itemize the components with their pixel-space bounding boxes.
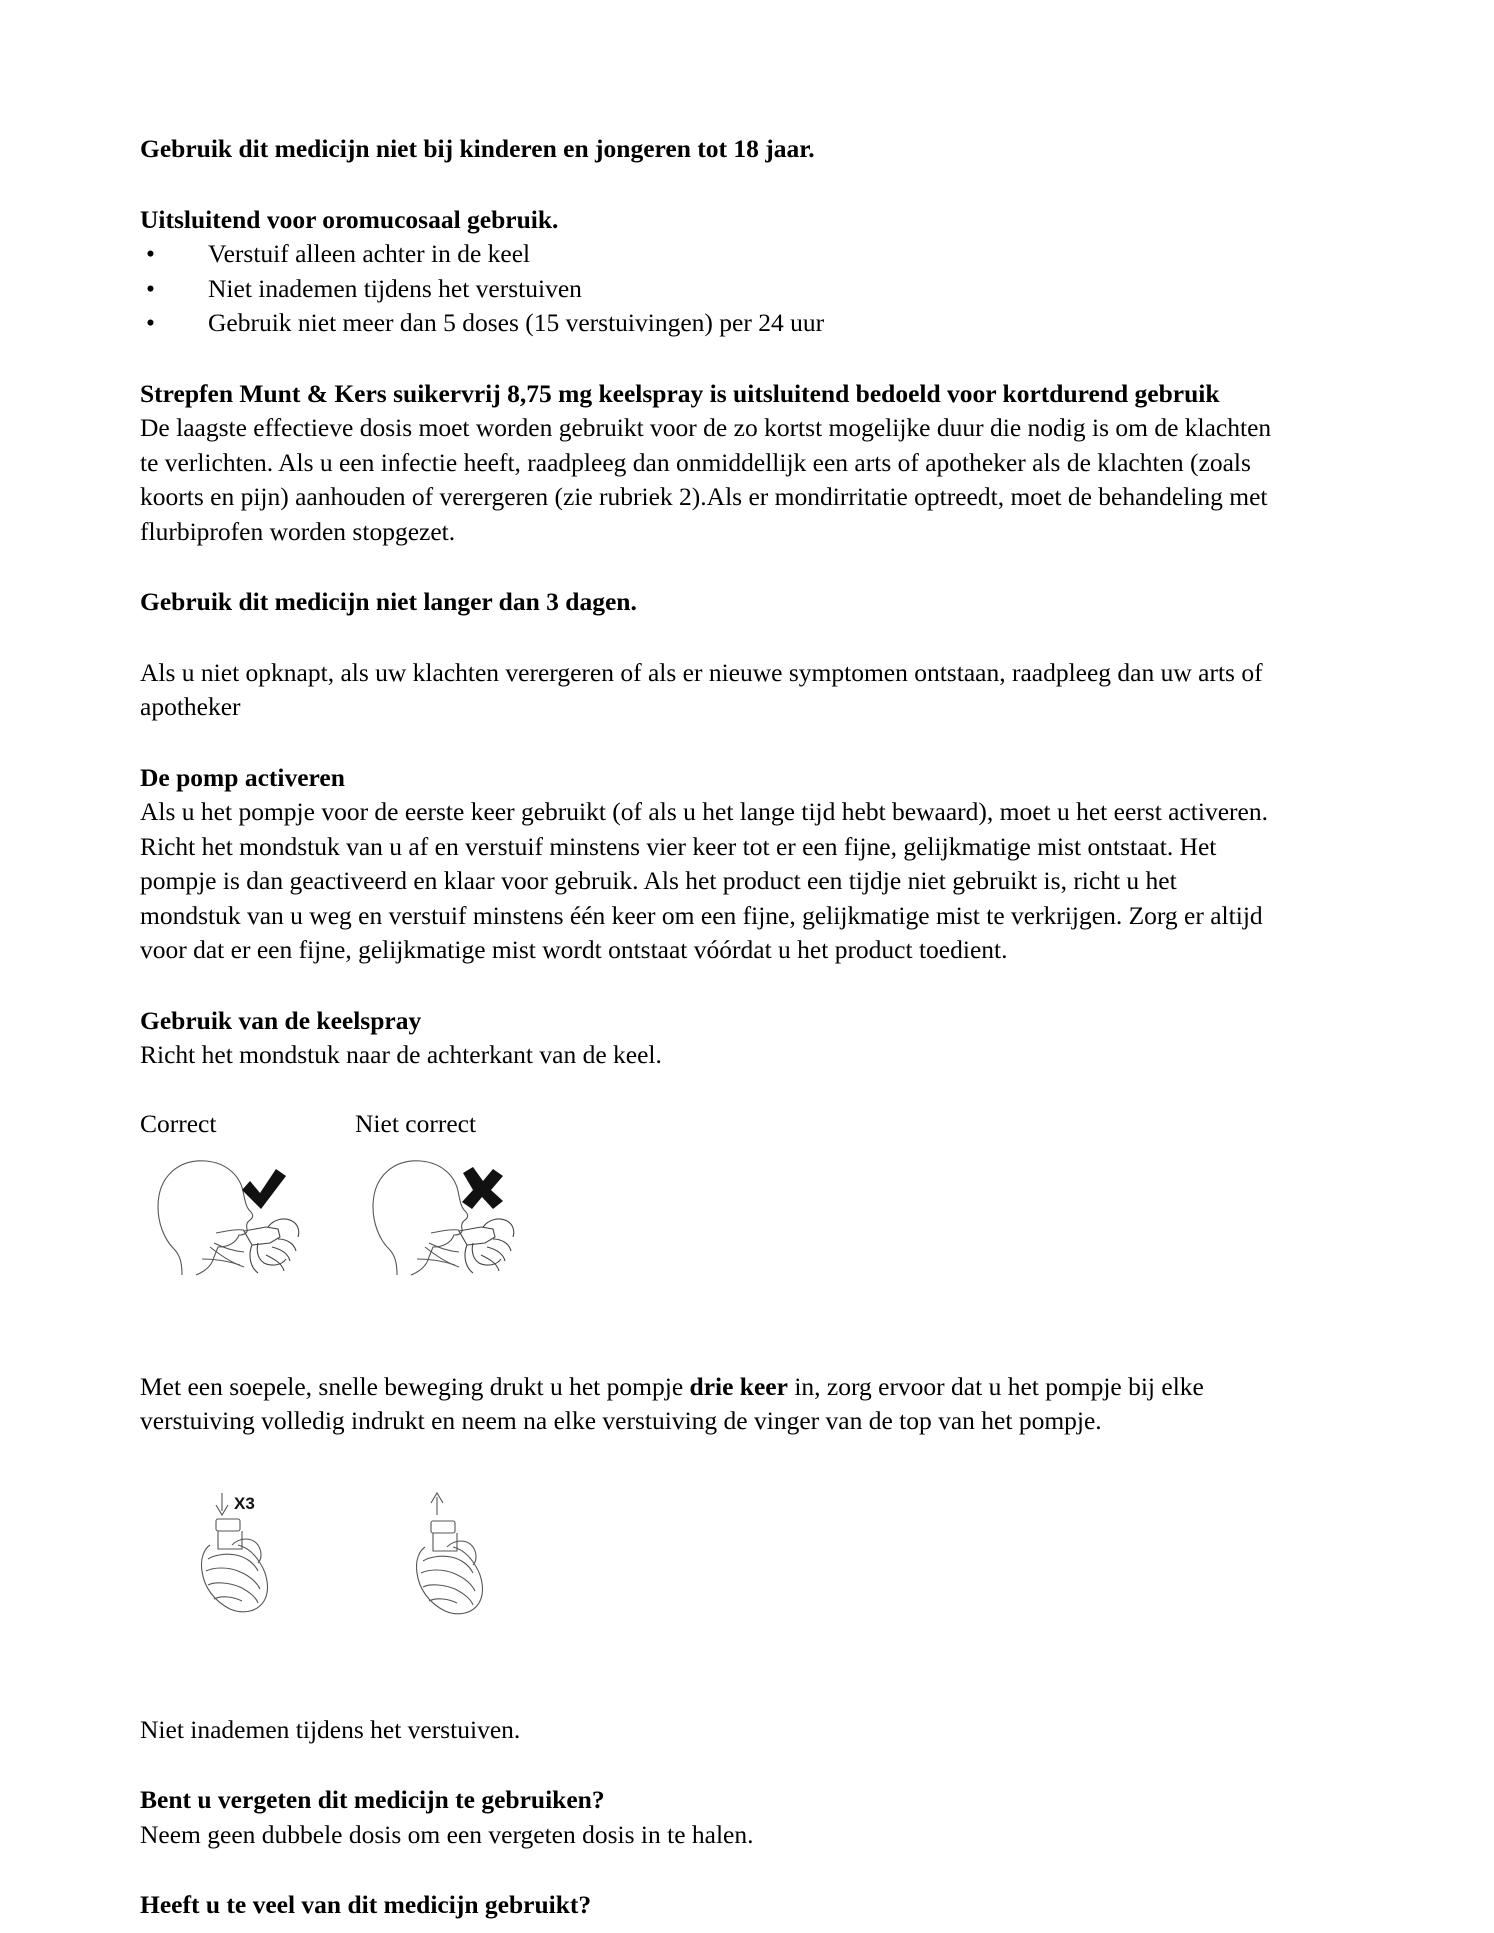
arrow-up-icon bbox=[431, 1493, 443, 1515]
checkmark-icon bbox=[242, 1169, 286, 1209]
usage-body: Richt het mondstuk naar de achterkant van de keel. bbox=[140, 1040, 662, 1069]
list-item-label: Gebruik niet meer dan 5 doses (15 verstuivingen) per 24 uur bbox=[208, 308, 825, 337]
spacer bbox=[140, 1439, 1280, 1469]
age-warning-heading: Gebruik dit medicijn niet bij kinderen en jongeren tot 18 jaar. bbox=[140, 134, 815, 163]
spacer bbox=[140, 620, 1280, 656]
list-item bbox=[140, 272, 1280, 307]
no-inhale-body: Niet inademen tijdens het verstuiven. bbox=[140, 1714, 521, 1744]
no-improvement-body: Als u niet opknapt, als uw klachten verergeren of als er nieuwe symptomen ontstaan, raadpleeg dan uw arts of apotheker bbox=[140, 657, 1263, 721]
spacer bbox=[140, 1625, 1280, 1683]
spacer bbox=[140, 549, 1280, 585]
page-content bbox=[140, 132, 1280, 1923]
press-count-label: X3 bbox=[234, 1493, 255, 1513]
head-spray-correct-illustration bbox=[140, 1147, 320, 1277]
spacer bbox=[140, 341, 1280, 377]
bullet-icon: • bbox=[146, 273, 155, 303]
spacer bbox=[140, 1683, 1280, 1713]
prime-pump-body-first: Als u het pompje voor de eerste keer gebruikt (of als u het lange tijd hebt bewaard), moet u het eerst activeren. bbox=[140, 797, 1268, 826]
overdose-heading: Heeft u te veel van dit medicijn gebruikt? bbox=[140, 1890, 592, 1919]
figure-press-pump bbox=[180, 1475, 395, 1625]
figure-release-pump bbox=[395, 1475, 610, 1625]
short-term-use-body: De laagste effectieve dosis moet worden gebruikt voor de zo kortst mogelijke duur die nodig is om de klachten te verlichten. Als u een infectie heeft, raadpleeg dan onmiddellijk een arts of apotheker als de klachten (zoals koorts en pijn) aanhouden of verergeren (zie rubriek 2).Als er mondirritatie optreedt, moet de behandeling met flurbiprofen worden stopgezet. bbox=[140, 413, 1272, 546]
missed-dose-heading: Bent u vergeten dit medicijn te gebruiken? bbox=[140, 1785, 605, 1814]
missed-dose-body: Neem geen dubbele dosis om een vergeten dosis in te halen. bbox=[140, 1819, 754, 1849]
list-item-label: Niet inademen tijdens het verstuiven bbox=[208, 273, 582, 303]
spacer bbox=[140, 1282, 1280, 1340]
press-pump-body bbox=[140, 1370, 1280, 1439]
spacer bbox=[140, 1852, 1280, 1888]
list-item bbox=[140, 237, 1280, 272]
pump-figure-row bbox=[140, 1475, 1280, 1625]
press-pump-prefix: Met een soepele, snelle beweging drukt u het pompje bbox=[140, 1371, 690, 1401]
hand-press-pump-illustration bbox=[180, 1475, 340, 1620]
technique-figure-row bbox=[140, 1147, 1280, 1282]
spacer bbox=[140, 968, 1280, 1004]
cross-icon bbox=[462, 1167, 503, 1209]
spacer bbox=[140, 1340, 1280, 1370]
spacer bbox=[140, 1747, 1280, 1783]
prime-pump-heading: De pomp activeren bbox=[140, 762, 345, 792]
list-item bbox=[140, 306, 1280, 341]
figure-incorrect-technique bbox=[355, 1147, 535, 1282]
bullet-icon: • bbox=[146, 308, 155, 337]
figure-correct-technique bbox=[140, 1147, 355, 1282]
usage-heading: Gebruik van de keelspray bbox=[140, 1005, 422, 1035]
three-days-heading: Gebruik dit medicijn niet langer dan 3 dagen. bbox=[140, 587, 637, 616]
figure-label-incorrect: Niet correct bbox=[355, 1108, 477, 1138]
prime-pump-body-second: Richt het mondstuk van u af en verstuif minstens vier keer tot er een fijne, gelijkmatige mist ontstaat. Het pompje is dan geactiveerd en klaar voor gebruik. Als het product een tijdje niet gebruikt is, richt u het mondstuk van u weg en verstuif minstens één keer om een fijne, gelijkmatige mist te verkrijgen. Zorg er altijd voor dat er een fijne, gelijkmatige mist wordt ontstaat vóórdat u het product toedient. bbox=[140, 831, 1263, 964]
spacer bbox=[140, 725, 1280, 761]
press-pump-suffix: in, zorg ervoor dat u het pompje bij elke verstuiving volledig indrukt en neem na elke verstuiving de vinger van de top van het pompje. bbox=[140, 1371, 1204, 1435]
list-item-label: Verstuif alleen achter in de keel bbox=[208, 239, 531, 268]
short-term-use-heading: Strepfen Munt & Kers suikervrij 8,75 mg keelspray is uitsluitend bedoeld voor kortdurend gebruik bbox=[140, 378, 1220, 408]
press-pump-emphasis: drie keer bbox=[689, 1371, 788, 1401]
spacer bbox=[140, 167, 1280, 203]
route-bullet-list bbox=[140, 237, 1280, 341]
bullet-icon: • bbox=[146, 239, 155, 268]
figure-label-row bbox=[140, 1109, 1280, 1139]
hand-release-pump-illustration bbox=[395, 1475, 555, 1620]
head-spray-incorrect-illustration bbox=[355, 1147, 535, 1277]
route-of-administration-heading: Uitsluitend voor oromucosaal gebruik. bbox=[140, 204, 559, 234]
spacer bbox=[140, 1073, 1280, 1109]
figure-label-correct: Correct bbox=[140, 1108, 217, 1138]
